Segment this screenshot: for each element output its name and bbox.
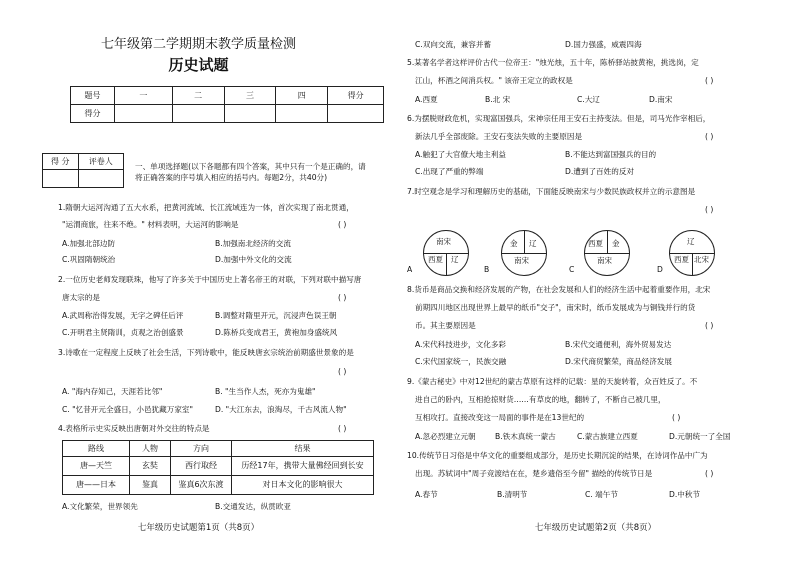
q4-table-cell: 玄奘 <box>130 457 171 476</box>
score-cell[interactable] <box>172 105 224 123</box>
table-row <box>63 457 374 476</box>
q1-option-c: C.巩固隋朝统治 <box>62 255 116 264</box>
q5-option-a: A.西夏 <box>415 95 438 104</box>
q6-option-a: A.触犯了大官僚大地主利益 <box>415 150 507 159</box>
q9-stem-line-1: 9.《蒙古秘史》中对12世纪的蒙古草原有这样的记载：星的天旋转着，众百姓反了。不 <box>407 377 698 386</box>
q3-stem: 3.诗歌在一定程度上反映了社会生活，下列诗歌中，能反映唐玄宗统治前期盛世景象的是 <box>58 348 354 357</box>
q4-option-a: A.文化繁荣，世界领先 <box>62 502 138 511</box>
q6-stem-line-2: 新法几乎全部废除。王安石变法失败的主要原因是 <box>415 132 583 141</box>
q8-option-a: A.宋代科技进步，文化多彩 <box>415 340 507 349</box>
q7-c-top-right-label: 金 <box>612 239 620 248</box>
page-footer-right: 七年级历史试题第2页（共8页） <box>534 523 657 533</box>
q7-d-bottom-right-label: 北宋 <box>694 255 709 264</box>
q9-option-d: D.元朝统一了全国 <box>669 432 731 441</box>
exam-title: 七年级第二学期期末教学质量检测 <box>100 37 296 52</box>
score-table-header: 题号 <box>71 87 115 105</box>
grader-name-cell[interactable] <box>78 170 123 188</box>
exam-subject-title: 历史试题 <box>168 56 229 74</box>
q4-table-cell: 唐—天竺 <box>63 457 130 476</box>
q2-option-d: D.陈桥兵变成君王，黄袍加身盛统风 <box>215 328 338 337</box>
q4-option-b: B.交通发达，纵贯欧亚 <box>215 502 291 511</box>
q3-answer-blank[interactable]: ( ) <box>338 367 347 376</box>
q10-option-c: C. 端午节 <box>585 490 618 499</box>
q4-table-cell: 对日本文化的影响很大 <box>232 476 374 495</box>
q8-stem-line-2: 前期四川地区出现世界上最早的纸币"交子"，南宋时，纸币发展成为与铜钱并行的货 <box>415 303 696 312</box>
q8-option-c: C.宋代国家统一，民族交融 <box>415 357 507 366</box>
q7-d-bottom-left-label: 西夏 <box>674 255 689 264</box>
q2-option-b: B.调整对隋里开元，沉浸声色误王朝 <box>215 311 337 320</box>
q10-answer-blank[interactable]: ( ) <box>705 469 714 478</box>
q9-answer-blank[interactable]: ( ) <box>672 413 681 422</box>
q7-c-top-left-label: 西夏 <box>588 239 603 248</box>
q9-stem-line-3: 互相攻打。直接改变这一局面的事件是在13世纪的 <box>415 413 585 422</box>
q1-option-b: B.加强南北经济的交流 <box>215 239 291 248</box>
q4-table-cell: 鉴真 <box>130 476 171 495</box>
q6-option-c: C.出现了严重的弊端 <box>415 167 484 176</box>
q1-stem-line-1: 1.隋朝大运河沟通了五大水系，把黄河流域、长江流域连为一体，首次实现了南北贯通， <box>58 203 354 212</box>
q4-table-header: 结果 <box>232 441 374 457</box>
q7-d-top-label: 辽 <box>687 237 695 246</box>
q7-b-bottom-label: 南宋 <box>514 256 529 265</box>
q4-stem: 4.表格所示史实反映出唐朝对外交往的特点是 <box>58 424 210 433</box>
q10-stem-line-2: 出现。苏轼词中"周子竞渡结在在，楚乡遗俗至今留" 描绘的传统节日是 <box>415 469 653 478</box>
q7-option-a-label: A <box>407 265 413 274</box>
q7-b-top-right-label: 辽 <box>529 239 537 248</box>
q1-option-a: A.加强北部边防 <box>62 239 116 248</box>
q9-stem-line-2: 进自己的卧内，互相抢掠财货……有草皮的地，翻转了，不断自己被几里， <box>415 395 666 404</box>
q7-option-c-label: C <box>569 265 575 274</box>
score-table-header: 二 <box>172 87 224 105</box>
grader-score-label: 得 分 <box>43 154 79 170</box>
q6-stem-line-1: 6.为摆脱财政危机，实现富国强兵，宋神宗任用王安石主持变法。但是，司马光作宰相后， <box>407 114 711 123</box>
q1-option-d: D.加强中外文化的交流 <box>215 255 292 264</box>
q10-option-b: B.清明节 <box>497 490 528 499</box>
score-table-row-label: 得分 <box>71 105 115 123</box>
q7-option-d-label: D <box>657 265 663 274</box>
page-footer-left: 七年级历史试题第1页（共8页） <box>137 523 260 533</box>
q4-table-header: 方向 <box>171 441 232 457</box>
q4-answer-blank[interactable]: ( ) <box>338 424 347 433</box>
q1-answer-blank[interactable]: ( ) <box>338 220 347 229</box>
q8-stem-line-3: 币。其主要原因是 <box>415 321 476 330</box>
score-table-header: 四 <box>276 87 328 105</box>
q6-answer-blank[interactable]: ( ) <box>705 132 714 141</box>
score-cell[interactable] <box>115 105 173 123</box>
table-row <box>63 476 374 495</box>
right-page <box>397 0 794 562</box>
q4-option-d: D.国力强盛，威震四海 <box>565 40 642 49</box>
score-table-header: 得分 <box>328 87 384 105</box>
q7-a-bottom-left-label: 西夏 <box>428 255 443 264</box>
section-intro-line-1: 一、单项选择题(以下各题都有四个答案，其中只有一个是正确的，请 <box>135 162 366 171</box>
q2-stem-line-2: 唐太宗的是 <box>62 293 100 302</box>
q7-answer-blank[interactable]: ( ) <box>705 205 714 214</box>
q9-option-c: C.蒙古族建立西夏 <box>577 432 638 441</box>
q3-option-d: D. "大江东去，浪淘尽，千古风流人物" <box>215 405 347 414</box>
q3-option-c: C. "忆昔开元全盛日，小邑犹藏万家室" <box>62 405 194 414</box>
q5-option-c: C.大辽 <box>577 95 600 104</box>
section-intro-line-2: 将正确答案的序号填入相应的括号内。每题2分，共40分) <box>135 173 328 182</box>
q7-c-bottom-label: 南宋 <box>597 256 612 265</box>
q4-table-cell: 唐——日本 <box>63 476 130 495</box>
q2-option-c: C.开明君主贤隋训，贞观之治创盛景 <box>62 328 184 337</box>
q7-stem: 7.时空观念是学习和理解历史的基础，下面能反映南宋与少数民族政权并立的示意图是 <box>407 187 696 196</box>
grader-name-label: 评卷人 <box>78 154 123 170</box>
score-cell[interactable] <box>328 105 384 123</box>
q4-option-c: C.双向交流，兼容并蓄 <box>415 40 492 49</box>
q7-b-top-left-label: 金 <box>510 239 518 248</box>
q10-stem-line-1: 10.传统节日习俗是中华文化的重要组成部分，是历史长期沉淀的结果，在诗词作品中广为 <box>407 451 708 460</box>
q8-answer-blank[interactable]: ( ) <box>705 321 714 330</box>
q8-option-b: B.宋代交通便利，海外贸易发达 <box>565 340 672 349</box>
q2-stem-line-1: 2.一位历史老师发现联珠，他写了许多关于中国历史上著名帝王的对联，下列对联中描写唐 <box>58 275 362 284</box>
q1-stem-line-2: "运渭商旅，往来不绝。" 材料表明，大运河的影响是 <box>62 220 239 229</box>
q7-option-b-label: B <box>484 265 490 274</box>
q10-option-a: A.春节 <box>415 490 438 499</box>
q4-table <box>62 440 374 495</box>
score-table-header: 三 <box>224 87 276 105</box>
q8-stem-line-1: 8.货币是商品交换和经济发展的产物，在社会发展和人们的经济生活中起着重要作用，北宋 <box>407 285 711 294</box>
q4-table-cell: 鉴真6次东渡 <box>171 476 232 495</box>
q5-answer-blank[interactable]: ( ) <box>705 76 714 85</box>
q7-diagram-c <box>584 230 630 276</box>
q5-option-d: D.南宋 <box>649 95 673 104</box>
q4-table-header: 人物 <box>130 441 171 457</box>
q5-stem-line-1: 5.某著名学者这样评价古代一位帝王："烛光烛，五十年，陈桥驿站披黄袍，挑选岗，定 <box>407 58 699 67</box>
q8-option-d: D.宋代商贸繁荣，商品经济发展 <box>565 357 672 366</box>
q4-table-cell: 西行取经 <box>171 457 232 476</box>
score-cell[interactable] <box>276 105 328 123</box>
q7-diagram-d <box>669 230 715 276</box>
q7-diagram-a <box>423 230 469 276</box>
score-cell[interactable] <box>224 105 276 123</box>
q3-option-a: A. "海内存知己，天涯若比邻" <box>62 387 163 396</box>
score-table <box>70 86 384 123</box>
q5-option-b: B.北 宋 <box>485 95 511 104</box>
q7-a-bottom-right-label: 辽 <box>451 255 459 264</box>
score-table-header: 一 <box>115 87 173 105</box>
q3-option-b: B. "生当作人杰，死亦为鬼雄" <box>215 387 316 396</box>
q4-table-cell: 历经17年，携带大量佛经回到长安 <box>232 457 374 476</box>
q5-stem-line-2: 江山，杯酒之间消兵权。" 该帝王定立的政权是 <box>415 76 573 85</box>
q2-option-a: A.武周称治得发展，无字之碑任后评 <box>62 311 184 320</box>
q9-option-b: B.铁木真统一蒙古 <box>495 432 556 441</box>
q4-table-header: 路线 <box>63 441 130 457</box>
q10-option-d: D.中秋节 <box>669 490 701 499</box>
q2-answer-blank[interactable]: ( ) <box>338 293 347 302</box>
q7-diagram-b <box>501 230 547 276</box>
q9-option-a: A.忽必烈建立元朝 <box>415 432 476 441</box>
q6-option-b: B.不能达到富国强兵的目的 <box>565 150 657 159</box>
q7-a-top-label: 南宋 <box>436 237 451 246</box>
grader-score-cell[interactable] <box>43 170 79 188</box>
grader-box <box>42 153 124 188</box>
q6-option-d: D.遭到了百姓的反对 <box>565 167 635 176</box>
